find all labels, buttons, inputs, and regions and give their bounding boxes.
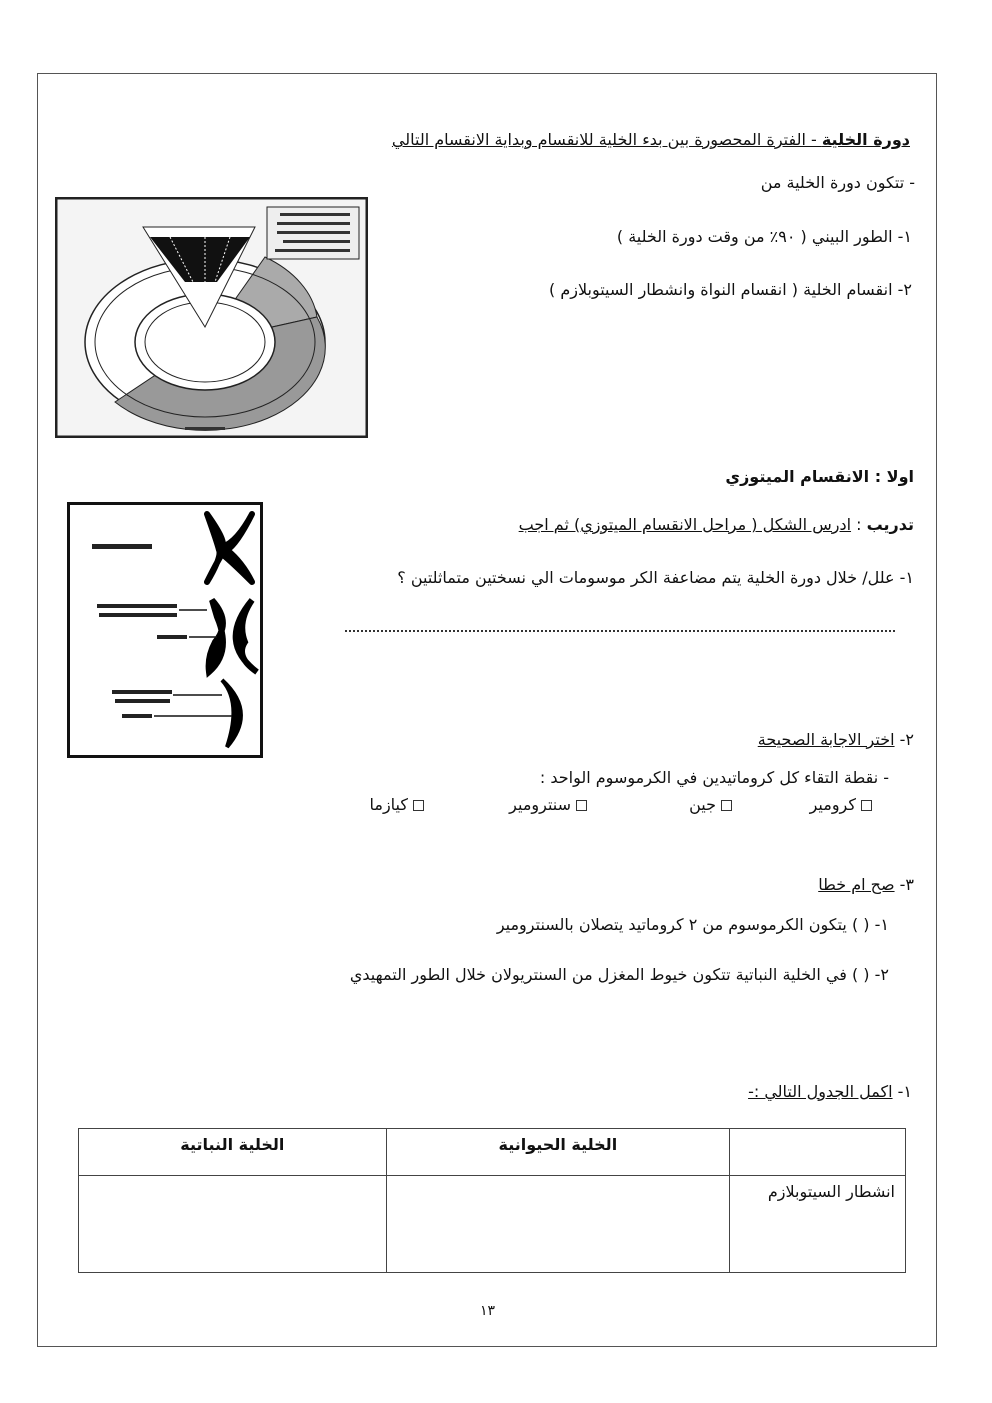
option-centromere[interactable]: سنترومير: [509, 795, 587, 814]
cell-cycle-diagram: [55, 197, 368, 438]
table-title: اكمل الجدول التالي :-: [748, 1082, 893, 1101]
true-false-item-1: ١- ( ) يتكون الكرموسوم من ٢ كروماتيد يتصلان بالسنترومير: [496, 915, 889, 934]
q3-number: ٣-: [894, 875, 914, 894]
q2-number: ٢-: [894, 730, 914, 749]
option-chiasma[interactable]: كيازما: [370, 795, 425, 814]
question-2-title: [758, 730, 914, 750]
comparison-table: [78, 1128, 906, 1273]
header-empty: [730, 1129, 906, 1176]
checkbox[interactable]: [721, 800, 732, 811]
cell-cycle-definition: [392, 130, 910, 150]
q2-title: اختر الاجابة الصحيحة: [757, 730, 895, 749]
table-row: [79, 1176, 906, 1273]
question-1: ١- علل/ خلال دورة الخلية يتم مضاعفة الكر موسومات الي نسختين متماثلتين ؟: [397, 568, 914, 587]
exercise-text: ادرس الشكل ( مراحل الانقسام الميتوزي) ثم اجب: [518, 515, 852, 534]
cell-plant-answer[interactable]: [79, 1176, 387, 1273]
definition-term: دورة الخلية: [821, 130, 910, 149]
header-plant-cell: الخلية النباتية: [79, 1129, 387, 1176]
consists-of: - تتكون دورة الخلية من: [760, 173, 915, 192]
cell-animal-answer[interactable]: [386, 1176, 729, 1273]
row-label-cytokinesis: انشطار السيتوبلازم: [730, 1176, 906, 1273]
page-number: ١٣: [480, 1303, 496, 1319]
exercise-line: تدريب : ادرس الشكل ( مراحل الانقسام الميتوزي) ثم اجب: [518, 515, 914, 534]
cycle-item-1: ١- الطور البيني ( ٩٠٪ من وقت دورة الخلية ): [616, 227, 912, 246]
true-false-item-2: ٢- ( ) في الخلية النباتية تتكون خيوط المغزل من السنتريولان خلال الطور التمهيدي: [349, 965, 889, 984]
exercise-label: تدريب: [866, 515, 914, 534]
question-2-stem: - نقطة التقاء كل كروماتيدين في الكرموسوم الواحد :: [539, 768, 889, 787]
q3-title: صح ام خطا: [818, 875, 895, 894]
chromosome-diagram: [67, 502, 263, 758]
header-animal-cell: الخلية الحيوانية: [386, 1129, 729, 1176]
cycle-item-2: ٢- انقسام الخلية ( انقسام النواة وانشطار السيتوبلازم ): [549, 280, 912, 299]
option-gene[interactable]: جين: [689, 795, 732, 814]
definition-text: - الفترة المحصورة بين بدء الخلية للانقسام وبداية الانقسام التالي: [391, 130, 822, 149]
checkbox[interactable]: [413, 800, 424, 811]
question-3-title: [818, 875, 914, 895]
checkbox[interactable]: [576, 800, 587, 811]
mitosis-heading: اولا : الانقسام الميتوزي: [725, 467, 914, 486]
table-instruction: ١- اكمل الجدول التالي :-: [748, 1082, 912, 1101]
option-chromomere[interactable]: كرومير: [810, 795, 872, 814]
checkbox[interactable]: [861, 800, 872, 811]
answer-line[interactable]: [345, 630, 895, 632]
table-header-row: [79, 1129, 906, 1176]
